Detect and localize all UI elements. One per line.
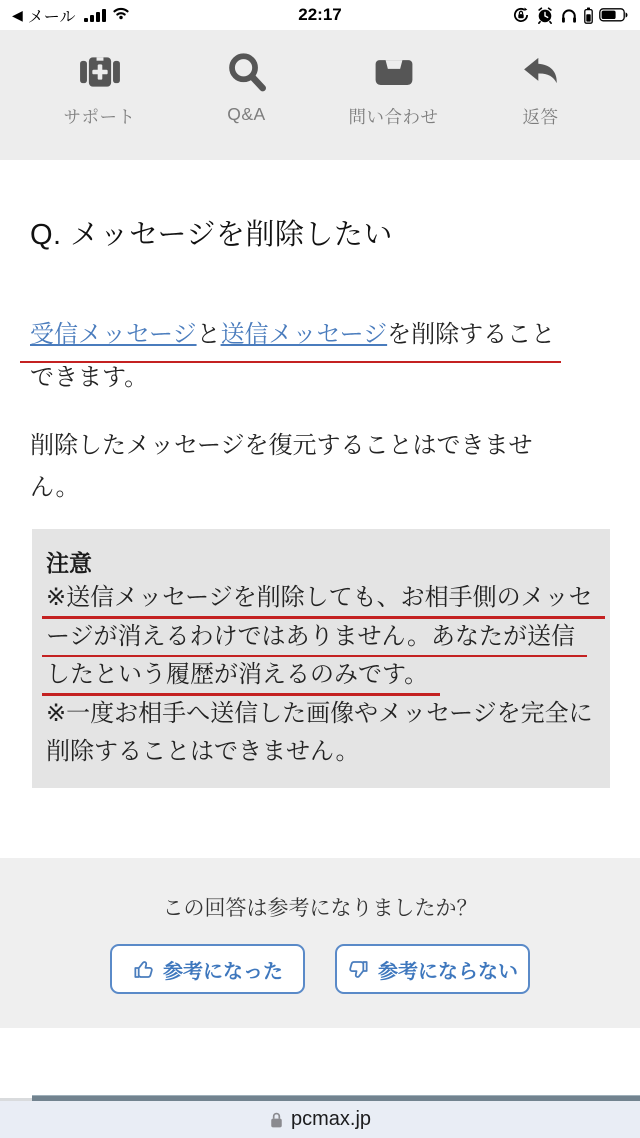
inbox-icon <box>371 46 417 98</box>
nav-label-contact: 問い合わせ <box>348 107 439 127</box>
intro-rest: を削除すること <box>387 321 556 348</box>
not-helpful-label: 参考にならない <box>378 960 518 983</box>
feedback-question: この回答は参考になりましたか？ <box>162 897 478 920</box>
battery-icon <box>599 8 628 22</box>
nav-label-support: サポート <box>63 107 136 127</box>
question-title: Q. メッセージを削除したい <box>30 219 393 251</box>
caution-line: したという履歴が消えるのみです。 <box>46 656 596 695</box>
accessory-battery-icon <box>584 7 593 24</box>
edge-left-segment <box>0 1098 32 1101</box>
intro-line1 <box>30 313 555 356</box>
nav-label-qa: Q&A <box>227 104 266 124</box>
restore-line2: ん。 <box>30 474 80 501</box>
status-icons <box>512 6 628 24</box>
restore-paragraph <box>30 425 610 509</box>
nav-item-replies[interactable] <box>467 46 614 160</box>
thumbs-down-icon <box>347 958 370 981</box>
not-helpful-button[interactable] <box>335 944 530 994</box>
back-icon: ◀ <box>12 6 23 23</box>
back-app-label: メール <box>27 8 76 26</box>
first-aid-kit-icon <box>77 46 123 98</box>
received-messages-link[interactable]: 受信メッセージ <box>30 321 197 348</box>
page-edge-strip <box>0 1095 640 1101</box>
nav-item-support[interactable] <box>26 46 173 160</box>
restore-line1: 削除したメッセージを復元することはできませ <box>30 432 533 459</box>
nav-item-qa[interactable] <box>173 46 320 160</box>
intro-paragraph <box>30 313 610 399</box>
url-domain: pcmax.jp <box>290 1108 372 1130</box>
caution-line: ※送信メッセージを削除しても、お相手側のメッセ <box>46 579 596 618</box>
headphones-icon <box>560 7 578 24</box>
caution-line: ージが消えるわけではありません。あなたが送信 <box>46 618 596 657</box>
signal-strength-icon <box>84 9 106 22</box>
edge-dark-segment <box>32 1095 640 1101</box>
faq-article <box>0 160 640 858</box>
orientation-lock-icon <box>512 6 530 24</box>
nav-label-replies: 返答 <box>522 107 559 127</box>
helpful-label: 参考になった <box>163 960 283 983</box>
status-bar <box>0 0 640 30</box>
magnifier-icon <box>224 46 270 98</box>
sent-messages-link[interactable]: 送信メッセージ <box>220 321 388 348</box>
caution-title: 注意 <box>46 550 92 576</box>
nav-item-contact[interactable] <box>320 46 467 160</box>
back-to-mail-button[interactable] <box>12 4 131 27</box>
wifi-icon <box>111 5 131 25</box>
feedback-section <box>0 858 640 1028</box>
thumbs-up-icon <box>132 958 155 981</box>
intro-conjunction: と <box>196 321 221 348</box>
support-nav-bar <box>0 30 640 160</box>
browser-url-bar[interactable] <box>0 1101 640 1138</box>
caution-line: 削除することはできません。 <box>46 738 360 765</box>
lock-icon <box>269 1111 284 1129</box>
helpful-button[interactable] <box>110 944 305 994</box>
feedback-buttons <box>0 944 640 994</box>
clock: 22:17 <box>298 5 342 24</box>
caution-line: ※一度お相手へ送信した画像やメッセージを完全に <box>46 699 593 727</box>
caution-box <box>32 529 610 788</box>
intro-line2: できます。 <box>30 364 149 391</box>
alarm-icon <box>536 6 554 24</box>
reply-icon <box>518 46 564 98</box>
page-bottom-gap <box>0 1028 640 1095</box>
